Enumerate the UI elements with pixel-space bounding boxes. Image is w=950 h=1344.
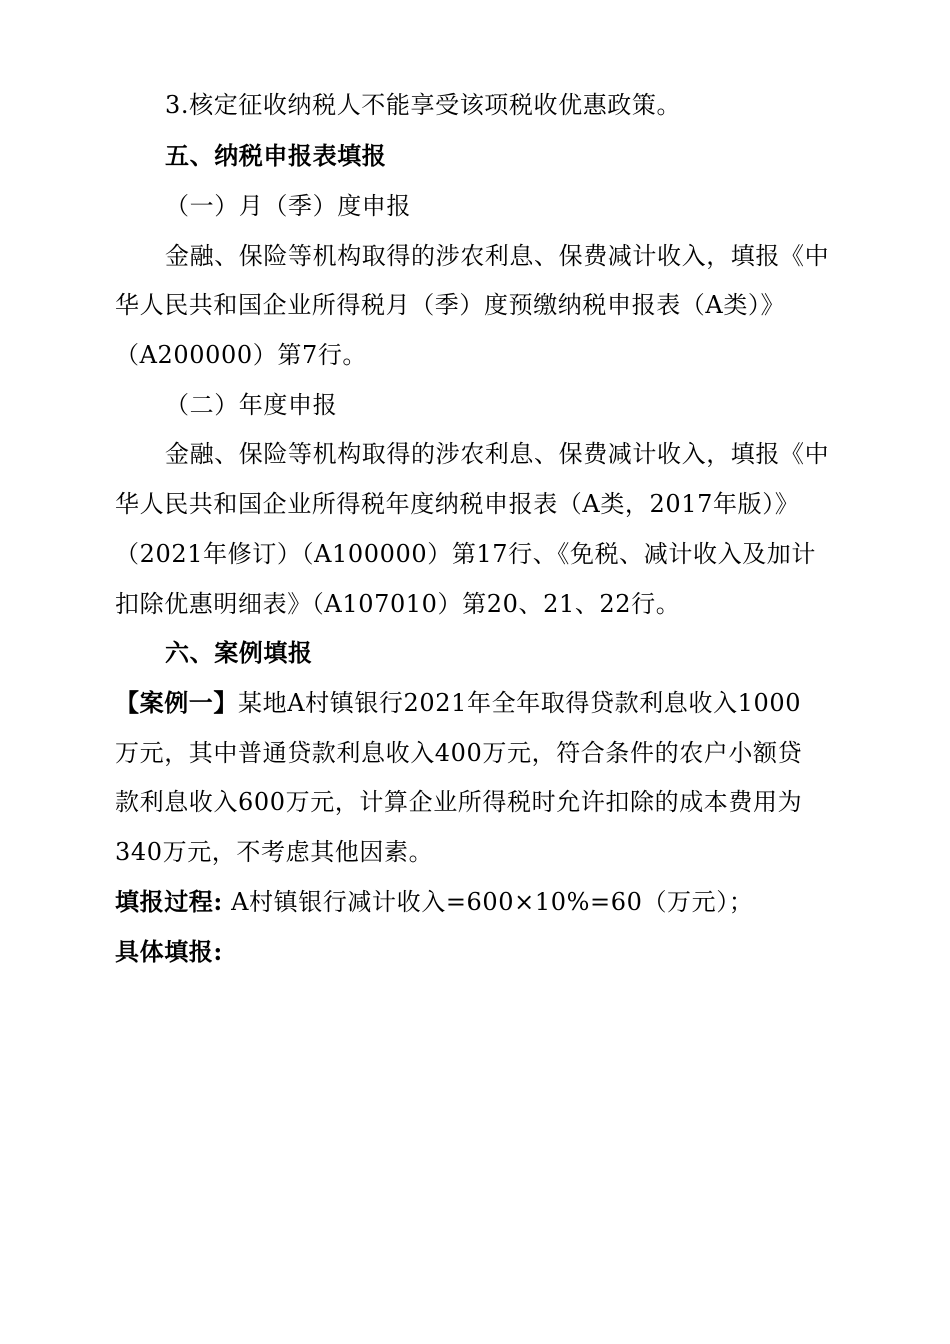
process-label: 填报过程:: [115, 887, 223, 916]
annual-paragraph-line-2: 华人民共和国企业所得税年度纳税申报表（A类，2017年版）》: [115, 490, 800, 518]
case-1-line-2: 万元，其中普通贷款利息收入400万元，符合条件的农户小额贷: [115, 739, 803, 767]
policy-item-3: 3.核定征收纳税人不能享受该项税收优惠政策。: [165, 91, 682, 119]
annual-paragraph-line-3: （2021年修订）（A100000）第17行、《免税、减计收入及加计: [115, 540, 816, 568]
process-text: A村镇银行减计收入=600×10%=60（万元）；: [222, 888, 754, 916]
annual-paragraph-line-4: 扣除优惠明细表》（A107010）第20、21、22行。: [115, 590, 681, 618]
specific-label: 具体填报:: [115, 937, 223, 966]
case-1-line-3: 款利息收入600万元，计算企业所得税时允许扣除的成本费用为: [115, 788, 803, 816]
section-6-heading: 六、案例填报: [165, 638, 313, 667]
case-1-label: 【案例一】: [115, 688, 238, 717]
section-5-subheading-monthly: （一）月（季）度申报: [165, 192, 411, 220]
monthly-paragraph-line-2: 华人民共和国企业所得税月（季）度预缴纳税申报表（A类）》: [115, 291, 786, 319]
annual-paragraph-line-1: 金融、保险等机构取得的涉农利息、保费减计收入，填报《中: [165, 440, 830, 468]
case-1-text-1: 某地A村镇银行2021年全年取得贷款利息收入1000: [238, 689, 802, 717]
section-5-heading: 五、纳税申报表填报: [165, 141, 387, 170]
case-1-line-1: [115, 686, 837, 720]
process-line: [115, 885, 837, 919]
case-1-line-4: 340万元，不考虑其他因素。: [115, 838, 434, 866]
monthly-paragraph-line-1: 金融、保险等机构取得的涉农利息、保费减计收入，填报《中: [165, 242, 830, 270]
monthly-paragraph-line-3: （A200000）第7行。: [115, 341, 368, 369]
section-5-subheading-annual: （二）年度申报: [165, 391, 338, 419]
